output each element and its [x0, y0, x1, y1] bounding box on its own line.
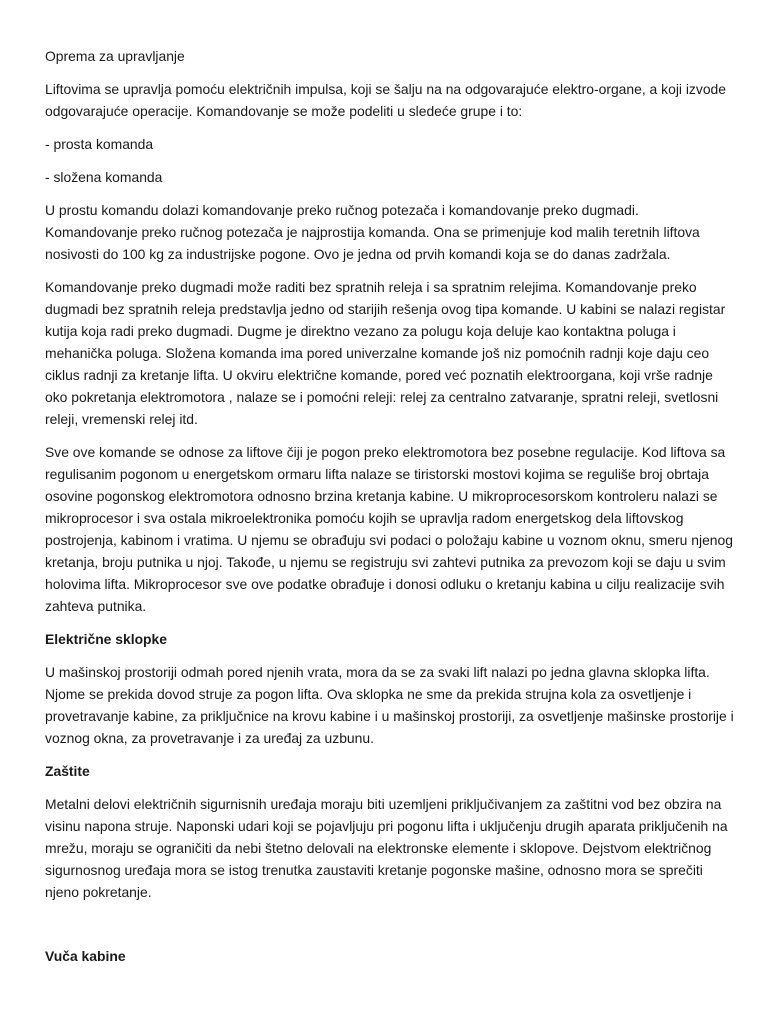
paragraph-zastite: Metalni delovi električnih sigurnisnih uređaja moraju biti uzemljeni priključivanjem za zaštitni vod bez obzira na visinu napona struje. Naponski udari koji se pojavljuju pri pogonu lifta i uključenju drugih aparata priključenih na mrežu, moraju se ograničiti da nebi štetno delovali na elektronske elemente i sklopove. Dejstvom električnog sigurnosnog uređaja mora se istog trenutka zaustaviti kretanje pogonske mašine, odnosno mora se sprečiti njeno pokretanje. — [45, 796, 728, 900]
intro-paragraph: Liftovima se upravlja pomoću električnih impulsa, koji se šalju na na odgovarajuće elektro-organe, a koji izvode odgovarajuće operacije. Komandovanje se može podeliti u sledeće grupe i to: — [45, 81, 727, 119]
heading-vuca-kabine: Vuča kabine — [45, 948, 126, 964]
document-title: Oprema za upravljanje — [45, 48, 185, 64]
paragraph-sklopke: U mašinskoj prostoriji odmah pored njenih vrata, mora da se za svaki lift nalazi po jedna glavna sklopka lifta. Njome se prekida dovod struje za pogon lifta. Ova sklopka ne sme da prekida strujna kola za osvetljenje i provetravanje kabine, za priključnice na krovu kabine i u mašinskoj prostoriji, za osvetljenje mašinske prostorije i voznog okna, za provetravanje i za uređaj za uzbunu. — [45, 664, 734, 746]
heading-zastite: Zaštite — [45, 763, 90, 779]
paragraph-regulacija: Sve ove komande se odnose za liftove čiji je pogon preko elektromotora bez posebne regulacije. Kod liftova sa regulisanim pogonom u energetskom ormaru lifta nalaze se tiristorski mostovi kojima se reguliše broj obrtaja osovine pogonskog elektromotora odnosno brzina kretanja kabine. U mikroprocesorskom kontroleru nalazi se mikroprocesor i sva ostala mikroelektronika pomoću kojih se upravlja radom energetskog dela liftovskog postrojenja, kabinom i vratima. U njemu se obrađuju svi podaci o položaju kabine u voznom oknu, smeru njenog kretanja, broju putnika u njoj. Takođe, u njemu se registruju svi zahtevi putnika za prevozom koji se daju u svim holovima lifta. Mikroprocesor sve ove podatke obrađuje i donosi odluku o kretanju kabina u cilju realizacije svih zahteva putnika. — [45, 444, 733, 614]
document-page — [45, 45, 735, 978]
list-item-slozena: - složena komanda — [45, 169, 163, 185]
heading-elektricne-sklopke: Električne sklopke — [45, 631, 167, 647]
paragraph-komandovanje-dugmadi: Komandovanje preko dugmadi može raditi bez spratnih releja i sa spratnim relejima. Komandovanje preko dugmadi bez spratnih releja predstavlja jedno od starijih rešenja ovog tipa komande. U kabini se nalazi registar kutija koja radi preko dugmadi. Dugme je direktno vezano za polugu koja deluje kao kontaktna poluga i mehanička poluga. Složena komanda ima pored univerzalne komande još niz pomoćnih radnji koje daju ceo ciklus radnji za kretanje lifta. U okviru električne komande, pored već poznatih elektroorgana, koji vrše radnje oko pokretanja elektromotora , nalaze se i pomoćni releji: relej za centralno zatvaranje, spratni releji, svetlosni releji, vremenski relej itd. — [45, 279, 726, 427]
paragraph-prosta-komanda: U prostu komandu dolazi komandovanje preko ručnog potezača i komandovanje preko dugmadi. Komandovanje preko ručnog potezača je najprostija komanda. Ona se primenjuje kod malih teretnih liftova nosivosti do 100 kg za industrijske pogone. Ovo je jedna od prvih komandi koja se do danas zadržala. — [45, 202, 700, 262]
section-spacer — [45, 914, 735, 945]
list-item-prosta: - prosta komanda — [45, 136, 154, 152]
